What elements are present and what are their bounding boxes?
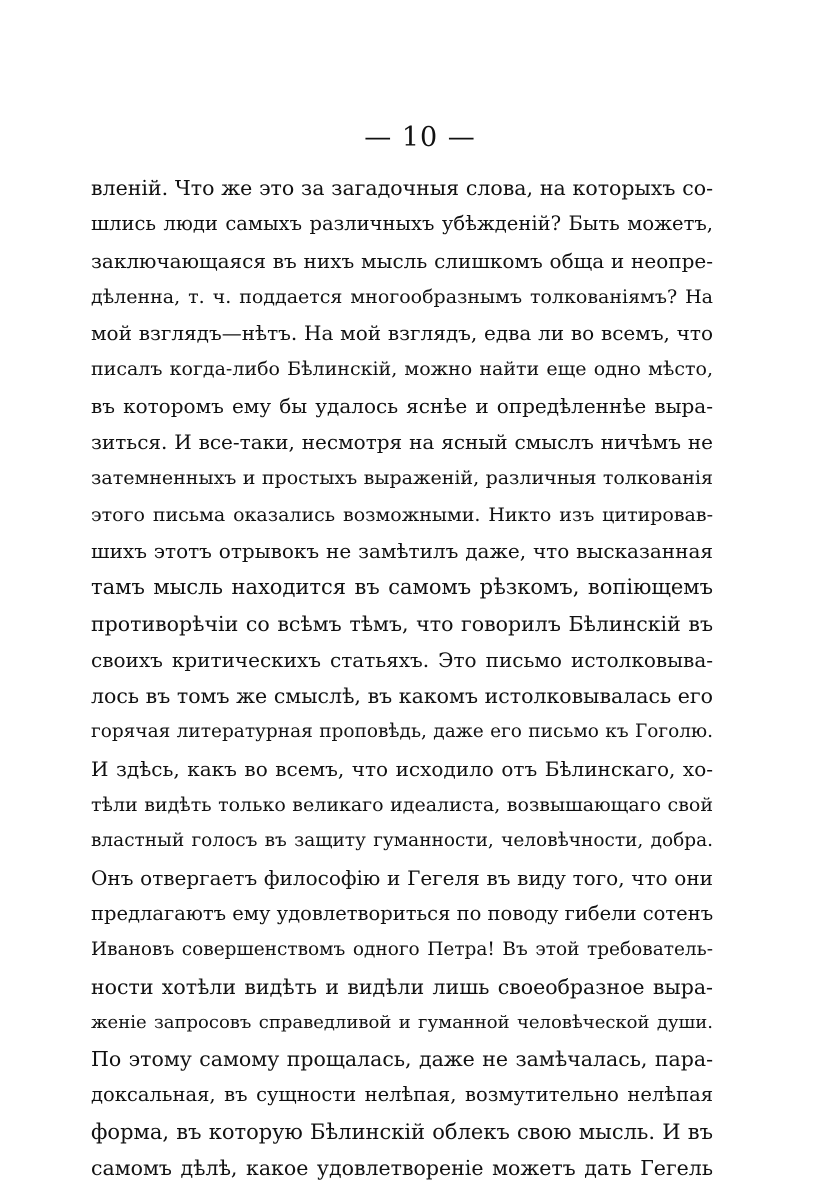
text-line: этого письма оказались возможными. Никто изъ цитировав- bbox=[91, 503, 713, 526]
text-line: властный голосъ въ защиту гуманности, человѣчности, добра. bbox=[91, 830, 713, 852]
page-number: — 10 — bbox=[364, 122, 476, 153]
text-line: доксальная, въ сущности нелѣпая, возмутительно нелѣпая bbox=[91, 1083, 713, 1107]
text-line: затемненныхъ и простыхъ выраженій, различныя толкованія bbox=[91, 467, 713, 490]
text-line: тѣли видѣть только великаго идеалиста, возвышающаго свой bbox=[91, 794, 713, 817]
text-line: предлагаютъ ему удовлетвориться по поводу гибели сотенъ bbox=[91, 901, 714, 925]
text-line: И здѣсь, какъ во всемъ, что исходило отъ Бѣлинскаго, хо- bbox=[91, 756, 713, 781]
text-line: форма, въ которую Бѣлинскій облекъ свою мысль. И въ bbox=[91, 1119, 713, 1144]
text-line: горячая литературная проповѣдь, даже его письмо къ Гоголю. bbox=[91, 721, 713, 743]
text-line: Ивановъ совершенствомъ одного Петра! Въ этой требователь- bbox=[91, 939, 713, 961]
text-line: зиться. И все-таки, несмотря на ясный смыслъ ничѣмъ не bbox=[91, 430, 713, 455]
text-line: Онъ отвергаетъ философію и Гегеля въ виду того, что они bbox=[91, 865, 713, 890]
text-line: шлись люди самыхъ различныхъ убѣжденій? Быть можетъ, bbox=[91, 212, 713, 236]
text-line: дѣленна, т. ч. поддается многообразнымъ толкованіямъ? На bbox=[91, 285, 713, 308]
text-line: По этому самому прощалась, даже не замѣчалась, пара- bbox=[91, 1047, 713, 1072]
text-line: въ которомъ ему бы удалось яснѣе и опредѣленнѣе выра- bbox=[91, 393, 713, 418]
text-line: шихъ этотъ отрывокъ не замѣтилъ даже, что высказанная bbox=[91, 538, 713, 563]
text-line: заключающаяся въ нихъ мысль слишкомъ обща и неопре- bbox=[91, 248, 713, 273]
text-line: ности хотѣли видѣть и видѣли лишь своеобразное выра- bbox=[91, 974, 713, 999]
text-line: женіе запросовъ справедливой и гуманной человѣческой души. bbox=[91, 1011, 713, 1033]
text-line: противорѣчіи со всѣмъ тѣмъ, что говорилъ Бѣлинскій въ bbox=[91, 611, 713, 636]
text-line: самомъ дѣлѣ, какое удовлетвореніе можетъ дать Гегель bbox=[91, 1156, 713, 1181]
text-line: мой взглядъ—нѣтъ. На мой взглядъ, едва ли во всемъ, что bbox=[91, 321, 713, 346]
text-line: своихъ критическихъ статьяхъ. Это письмо истолковыва- bbox=[91, 647, 713, 672]
body-text bbox=[91, 170, 713, 1186]
text-line: вленій. Что же это за загадочныя слова, на которыхъ со- bbox=[91, 176, 713, 200]
text-line: тамъ мысль находится въ самомъ рѣзкомъ, вопіющемъ bbox=[91, 575, 713, 600]
text-line: лось въ томъ же смыслѣ, въ какомъ истолковывалась его bbox=[91, 684, 713, 709]
text-line: писалъ когда-либо Бѣлинскій, можно найти еще одно мѣсто, bbox=[91, 358, 713, 381]
